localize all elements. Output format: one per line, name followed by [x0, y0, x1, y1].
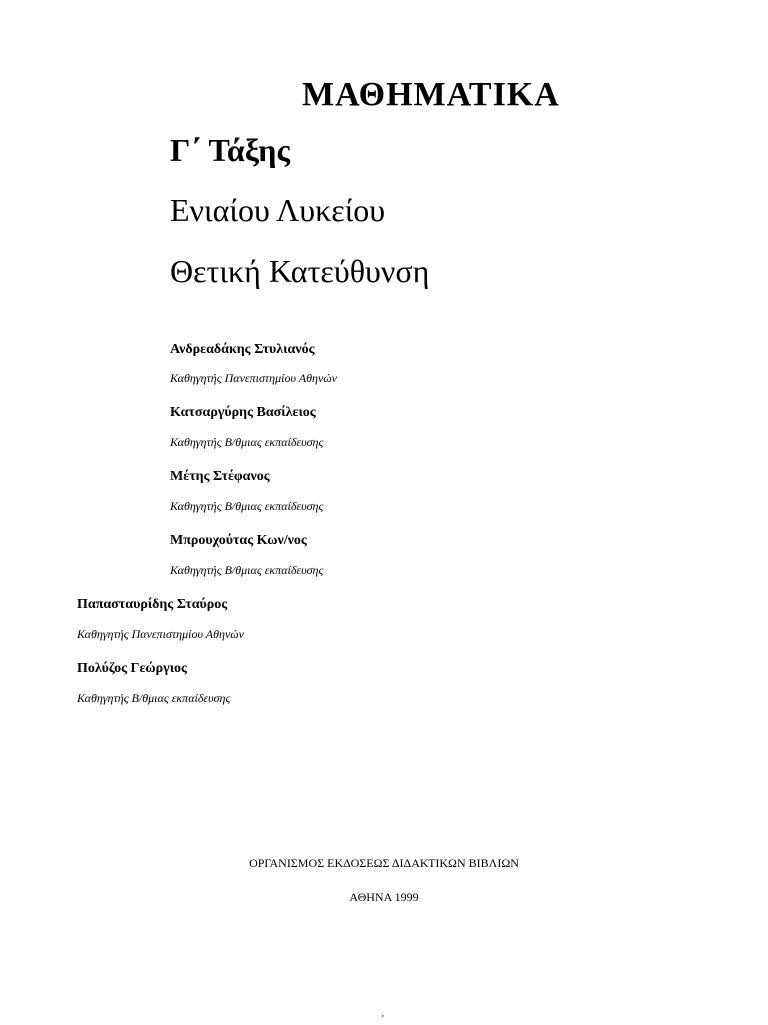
author-role: Καθηγητής Πανεπιστημίου Αθηνών — [77, 627, 244, 641]
author-role: Καθηγητής Β/θμιας εκπαίδευσης — [170, 435, 324, 449]
book-title: ΜΑΘΗΜΑΤΙΚΑ — [302, 76, 560, 113]
page-mark: ' — [382, 1014, 384, 1025]
place-year: ΑΘΗΝΑ 1999 — [349, 890, 419, 904]
author-role: Καθηγητής Β/θμιας εκπαίδευσης — [170, 499, 324, 513]
author-role: Καθηγητής Πανεπιστημίου Αθηνών — [170, 371, 337, 385]
author-name: Πολύζος Γεώργιος — [77, 661, 187, 676]
track-heading: Θετική Κατεύθυνση — [170, 253, 430, 289]
author-name: Μπρουχούτας Κων/νος — [170, 533, 307, 548]
author-name: Μέτης Στέφανος — [170, 469, 270, 484]
publisher-name: ΟΡΓΑΝΙΣΜΟΣ ΕΚΔΟΣΕΩΣ ΔΙΔΑΚΤΙΚΩΝ ΒΙΒΛΙΩΝ — [249, 856, 519, 870]
author-role: Καθηγητής Β/θμιας εκπαίδευσης — [77, 691, 231, 705]
grade-heading: Γ΄ Τάξης — [170, 132, 290, 168]
author-name: Παπασταυρίδης Σταύρος — [77, 597, 228, 612]
author-name: Ανδρεαδάκης Στυλιανός — [170, 342, 315, 357]
author-name: Κατσαργύρης Βασίλειος — [170, 405, 316, 420]
school-heading: Ενιαίου Λυκείου — [170, 192, 386, 228]
author-role: Καθηγητής Β/θμιας εκπαίδευσης — [170, 563, 324, 577]
